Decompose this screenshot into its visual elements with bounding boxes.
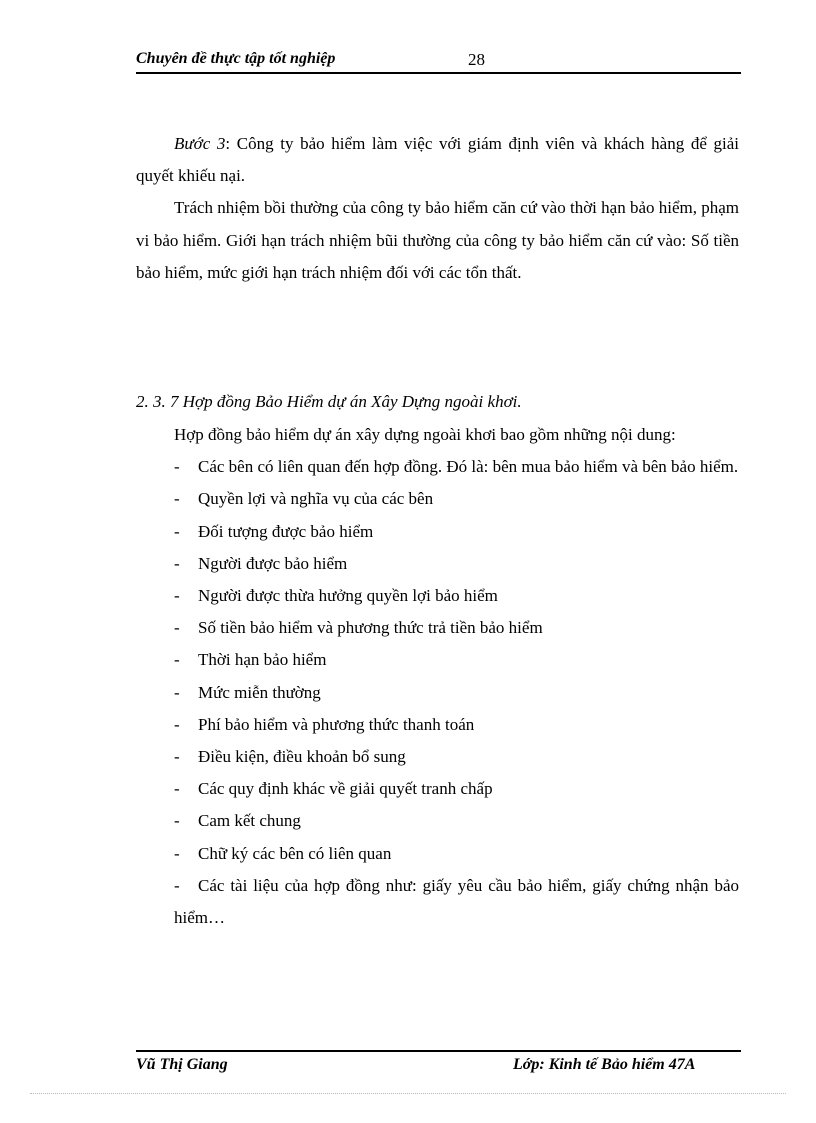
list-item-text: Phí bảo hiểm và phương thức thanh toán xyxy=(198,714,475,734)
list-bullet: - xyxy=(174,682,180,702)
list-bullet: - xyxy=(174,618,180,638)
list-bullet: - xyxy=(174,553,180,573)
class-name: Lớp: Kinh tế Bảo hiểm 47A xyxy=(513,1056,696,1073)
list-item-text: Đối tượng được bảo hiểm xyxy=(198,521,374,541)
list-item-text: Mức miễn thường xyxy=(198,682,321,702)
section-heading: 2. 3. 7 Hợp đồng Bảo Hiểm dự án Xây Dựng ngoài khơi. xyxy=(136,392,522,411)
list-item xyxy=(136,516,739,548)
list-bullet: - xyxy=(174,521,180,541)
list-item xyxy=(136,709,739,741)
list-item-text: Các tài liệu của hợp đồng như: giấy yêu cầu bảo hiểm, giấy chứng nhận bảo hiểm… xyxy=(174,875,739,928)
list-item xyxy=(136,644,739,676)
page-number: 28 xyxy=(468,50,485,69)
list-bullet: - xyxy=(174,457,180,477)
list-item-text: Các bên có liên quan đến hợp đồng. Đó là: bên mua bảo hiểm và bên bảo hiểm. xyxy=(198,457,739,477)
list-item-text: Số tiền bảo hiểm và phương thức trả tiền bảo hiểm xyxy=(198,618,543,638)
contract-contents xyxy=(136,419,739,934)
list-bullet: - xyxy=(174,650,180,670)
list-bullet: - xyxy=(174,747,180,767)
liability-paragraph: Trách nhiệm bồi thường của công ty bảo hiểm căn cứ vào thời hạn bảo hiểm, phạm vi bảo hiểm. Giới hạn trách nhiệm bũi thường của công ty bảo hiểm căn cứ vào: Số tiền bảo hiểm, mức giới hạn trách nhiệm đối với các tổn thất. xyxy=(136,198,740,282)
list-item xyxy=(136,677,739,709)
list-item-text: Các quy định khác về giải quyết tranh chấp xyxy=(198,779,493,799)
list-item xyxy=(136,483,739,515)
list-item-text: Thời hạn bảo hiểm xyxy=(198,650,327,670)
page-header xyxy=(136,48,741,74)
list-item xyxy=(136,580,739,612)
list-item xyxy=(136,773,739,805)
document-title: Chuyên đề thực tập tốt nghiệp xyxy=(136,50,336,67)
author-name: Vũ Thị Giang xyxy=(136,1056,228,1073)
list-item-text: Người được thừa hưởng quyền lợi bảo hiểm xyxy=(198,586,498,606)
step-text: : Công ty bảo hiểm làm việc với giám định viên và khách hàng để giải quyết khiếu nại. xyxy=(136,134,740,186)
page-bottom-divider xyxy=(30,1093,786,1094)
section-intro: Hợp đồng bảo hiểm dự án xây dựng ngoài khơi bao gồm những nội dung: xyxy=(174,425,676,444)
step-paragraph xyxy=(136,128,739,192)
list-item-text: Điều kiện, điều khoản bổ sung xyxy=(198,747,406,767)
list-item-text: Người được bảo hiểm xyxy=(198,553,348,573)
list-bullet: - xyxy=(174,586,180,606)
content-list xyxy=(136,451,739,934)
intro-block xyxy=(136,128,739,289)
list-item xyxy=(136,805,739,837)
list-item xyxy=(136,612,739,644)
list-item-text: Cam kết chung xyxy=(198,811,301,831)
list-bullet: - xyxy=(174,843,180,863)
list-bullet: - xyxy=(174,489,180,509)
list-bullet: - xyxy=(174,714,180,734)
list-bullet: - xyxy=(174,811,180,831)
step-label: Bước 3 xyxy=(174,134,226,153)
list-item xyxy=(136,838,739,870)
list-item-text: Quyền lợi và nghĩa vụ của các bên xyxy=(198,489,434,509)
list-bullet: - xyxy=(174,875,180,895)
list-bullet: - xyxy=(174,779,180,799)
page-footer xyxy=(136,1050,741,1082)
list-item xyxy=(136,870,739,934)
list-item xyxy=(136,741,739,773)
list-item-text: Chữ ký các bên có liên quan xyxy=(198,843,392,863)
list-item xyxy=(136,451,739,483)
list-item xyxy=(136,548,739,580)
